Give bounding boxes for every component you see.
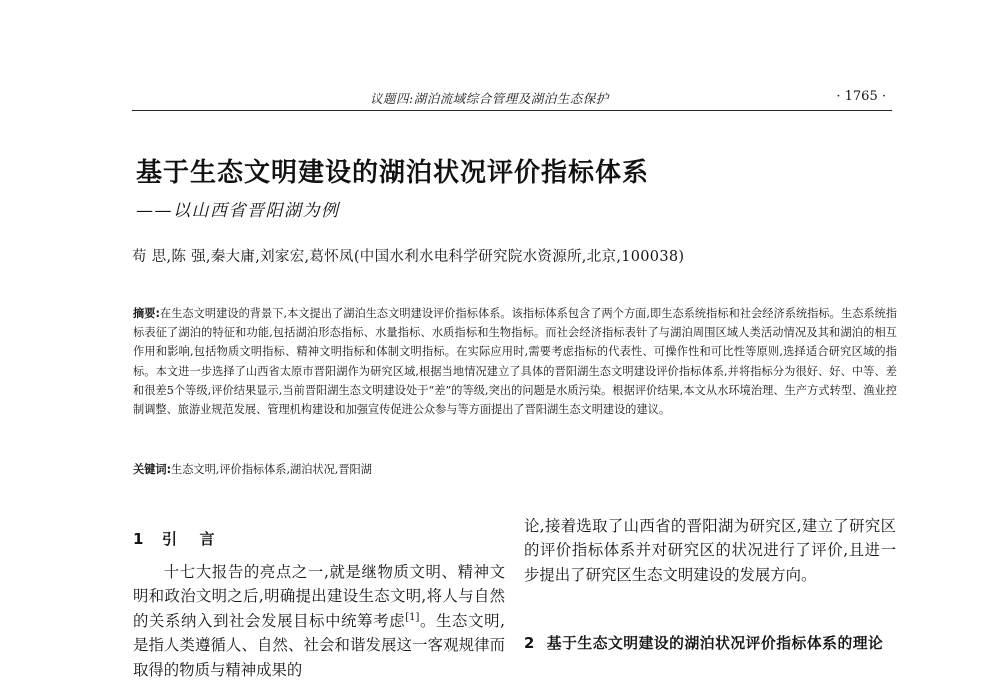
abstract-label: 摘要: xyxy=(133,307,160,320)
abstract xyxy=(133,304,897,419)
section-2-number: 2 xyxy=(524,635,535,652)
citation-ref: [1] xyxy=(405,611,420,623)
section-1-title-part-a: 引 xyxy=(161,530,178,548)
keywords-label: 关键词: xyxy=(133,463,172,476)
section-2-title: 基于生态文明建设的湖泊状况评价指标体系的理论 xyxy=(546,635,884,652)
section-1-number: 1 xyxy=(133,530,144,548)
page-number: · 1765 · xyxy=(836,89,886,104)
abstract-text: 在生态文明建设的背景下,本文提出了湖泊生态文明建设评价指标体系。该指标体系包含了两个方面,即生态系统指标和社会经济系统指标。生态系统指标表征了湖泊的特征和功能,包括湖泊形态指标、水量指标、水质指标和生物指标。而社会经济指标表针了与湖泊周围区域人类活动情况及其和湖泊的相互作用和影响,包括物质文明指标、精神文明指标和体制文明指标。在实际应用时,需要考虑指标的代表性、可操作性和可比性等原则,选择适合研究区域的指标。本文进一步选择了山西省太原市晋阳湖作为研究区域,根据当地情况建立了具体的晋阳湖生态文明建设评价指标体系,并将指标分为很好、好、中等、差和很差5个等级,评价结果显示,当前晋阳湖生态文明建设处于“差”的等级,突出的问题是水质污染。根据评价结果,本文从水环境治理、生产方式转型、渔业控制调整、旅游业规范发展、管理机构建设和加强宣传促进公众参与等方面提出了晋阳湖生态文明建设的建议。 xyxy=(133,307,897,417)
section-1-heading xyxy=(133,528,215,549)
author-line: 苟 思,陈 强,秦大庸,刘家宏,葛怀凤(中国水利水电科学研究院水资源所,北京,100038) xyxy=(132,249,685,265)
section-2-heading xyxy=(524,632,896,656)
intro-text-after-ref: 。生态文明,是指人类遵循人、自然、社会和谐发展这一客观规律而取得的物质与精神成果的 xyxy=(133,611,505,679)
running-title: 议题四:湖泊流域综合管理及湖泊生态保护 xyxy=(370,91,609,106)
running-header xyxy=(132,88,892,111)
section-1-title-part-b: 言 xyxy=(199,530,215,548)
intro-text-before-ref: 十七大报告的亮点之一,就是继物质文明、精神文明和政治文明之后,明确提出建设生态文明,将人与自然的关系纳入到社会发展目标中统筹考虑 xyxy=(133,563,505,630)
article-title: 基于生态文明建设的湖泊状况评价指标体系 xyxy=(136,158,650,188)
keywords xyxy=(133,460,893,479)
keywords-text: 生态文明,评价指标体系,湖泊状况,晋阳湖 xyxy=(171,463,372,476)
article-subtitle: ——以山西省晋阳湖为例 xyxy=(136,201,340,221)
continuation-paragraph: 论,接着选取了山西省的晋阳湖为研究区,建立了研究区的评价指标体系并对研究区的状况进行了评价,且进一步提出了研究区生态文明建设的发展方向。 xyxy=(524,517,896,584)
intro-paragraph xyxy=(133,560,505,682)
